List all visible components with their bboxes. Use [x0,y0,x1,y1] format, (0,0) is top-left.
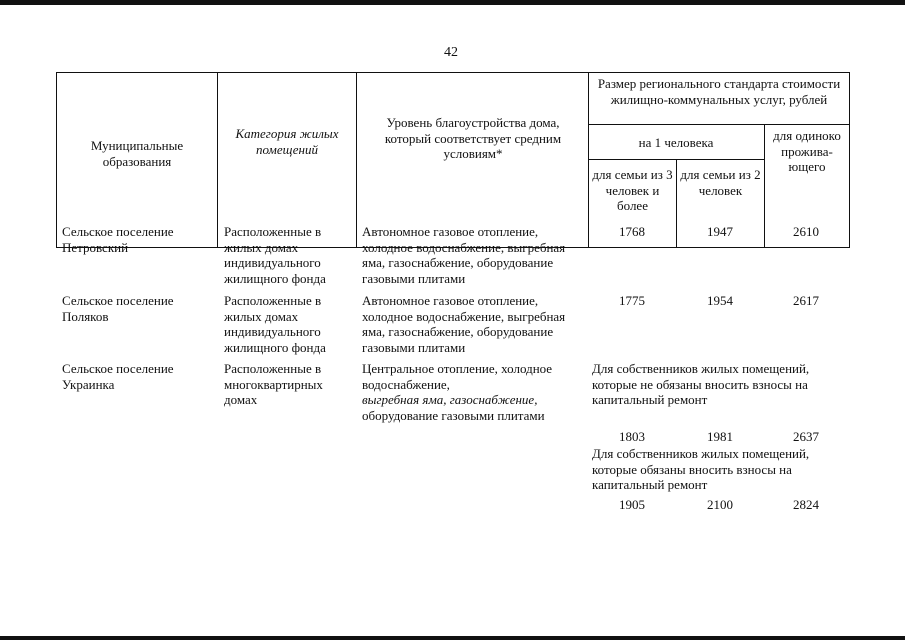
value-family-2: 2100 [707,497,733,512]
header-regional-standard: Размер регионального стандарта стоимости жилищно-коммунальных услуг, рублей [597,76,841,107]
header-category: Категория жилых помещений [235,126,339,157]
municipality-cell: Сельское поселение Украинка [62,361,174,392]
comfort-level-line: Центральное отопление, холодное водоснабжение, [362,361,553,392]
value-family-3: 1775 [619,293,645,308]
top-scan-border [0,0,905,5]
category-cell: Расположенные в жилых домах индивидуального жилищного фонда [224,224,326,286]
category-cell: Расположенные в жилых домах индивидуального жилищного фонда [224,293,326,355]
comfort-level-cell: Автономное газовое отопление, холодное водоснабжение, выгребная яма, газоснабжение, оборудование газовыми плитами [362,293,566,355]
municipality-cell: Сельское поселение Поляков [62,293,174,324]
bottom-scan-border [0,636,905,640]
comfort-level-line: оборудование газовыми плитами [362,407,545,423]
header-per-person: на 1 человека [638,135,714,150]
value-family-3: 1905 [619,497,645,512]
header-family-2: для семьи из 2 человек [680,167,761,198]
value-family-2: 1954 [707,293,733,308]
value-family-2: 1947 [707,224,733,239]
municipality-cell: Сельское поселение Петровский [62,224,174,255]
comfort-level-line: выгребная яма, газоснабжение, [362,392,538,407]
category-cell: Расположенные в многоквартирных домах [224,361,323,407]
comfort-level-cell: Автономное газовое отопление, холодное водоснабжение, выгребная яма, газоснабжение, оборудование газовыми плитами [362,224,566,286]
header-family-3: для семьи из 3 человек и более [592,167,673,213]
header-municipality: Муниципальные образования [90,138,184,169]
value-single: 2610 [793,224,819,239]
owner-note-with-capital-repair: Для собственников жилых помещений, которые обязаны вносить взносы на капитальный ремонт [592,446,810,492]
header-single: для одиноко прожива-ющего [773,128,841,174]
value-family-3: 1803 [619,429,645,444]
value-single: 2824 [793,497,819,512]
header-comfort-level: Уровень благоустройства дома, который соответствует средним условиям* [384,115,562,161]
value-family-2: 1981 [707,429,733,444]
comfort-level-cell [362,361,588,423]
value-single: 2637 [793,429,819,444]
value-single: 2617 [793,293,819,308]
owner-note-no-capital-repair: Для собственников жилых помещений, которые не обязаны вносить взносы на капитальный ремонт [592,361,810,407]
page-number: 42 [444,45,458,60]
value-family-3: 1768 [619,224,645,239]
